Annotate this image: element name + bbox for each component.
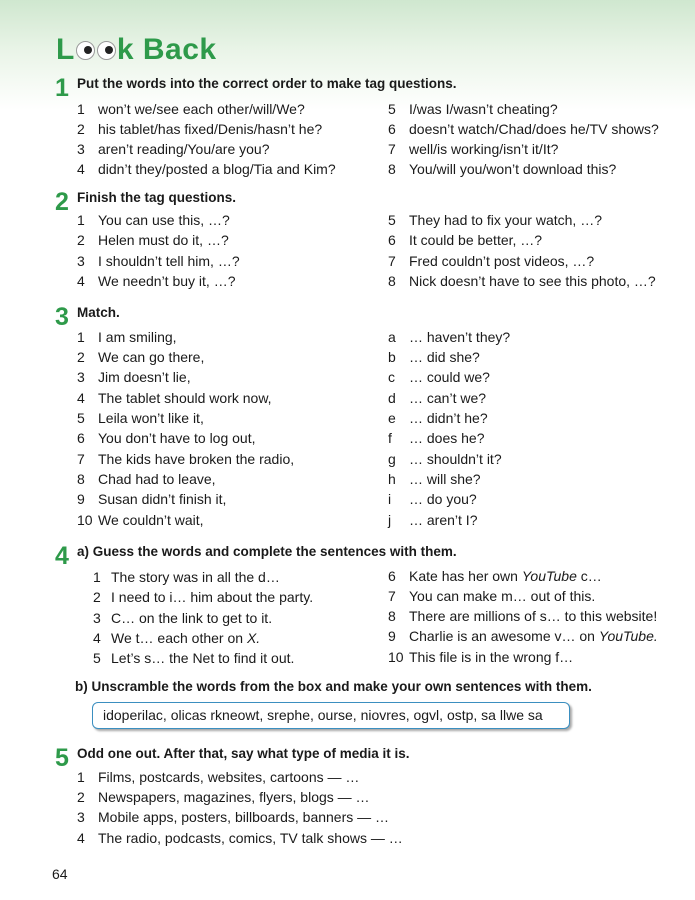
list-item: g … shouldn’t it?: [388, 451, 502, 467]
list-item: c … could we?: [388, 369, 490, 385]
title-part-2: k Back: [116, 33, 217, 66]
list-item: 3 C… on the link to get to it.: [93, 610, 273, 626]
list-item: 9 Susan didn’t finish it,: [77, 491, 227, 507]
list-item: 4 We t… each other on X.: [93, 630, 261, 646]
list-item: 2 I need to i… him about the party.: [93, 589, 314, 605]
exercise-5-number: 5: [55, 744, 69, 772]
list-item: 4 We needn’t buy it, …?: [77, 273, 236, 289]
list-item: j … aren’t I?: [388, 512, 478, 528]
page-number: 64: [52, 866, 68, 882]
list-item: 5 I/was I/wasn’t cheating?: [388, 101, 558, 117]
list-item: 5 They had to fix your watch, …?: [388, 212, 602, 228]
list-item: 1 Films, postcards, websites, cartoons — …: [77, 769, 360, 785]
list-item: h … will she?: [388, 471, 481, 487]
list-item: 2 We can go there,: [77, 349, 205, 365]
list-item: 10 This file is in the wrong f…: [388, 649, 574, 665]
list-item: 6 You don’t have to log out,: [77, 430, 256, 446]
exercise-2-number: 2: [55, 188, 69, 216]
list-item: 7 You can make m… out of this.: [388, 588, 596, 604]
exercise-2-instruction: Finish the tag questions.: [77, 190, 237, 205]
list-item: d … can’t we?: [388, 390, 487, 406]
list-item: 6 It could be better, …?: [388, 232, 543, 248]
list-item: 4 The tablet should work now,: [77, 390, 272, 406]
list-item: 3 I shouldn’t tell him, …?: [77, 253, 240, 269]
exercise-4a-instruction: a) Guess the words and complete the sentences with them.: [77, 544, 457, 559]
list-item: 2 his tablet/has fixed/Denis/hasn’t he?: [77, 121, 323, 137]
exercise-1-number: 1: [55, 74, 69, 102]
exercise-3-number: 3: [55, 303, 69, 331]
list-item: 7 Fred couldn’t post videos, …?: [388, 253, 595, 269]
page-title: [56, 30, 217, 70]
list-item: 5 Let’s s… the Net to find it out.: [93, 650, 295, 666]
list-item: 3 Jim doesn’t lie,: [77, 369, 191, 385]
list-item: 8 There are millions of s… to this website!: [388, 608, 658, 624]
list-item: 4 The radio, podcasts, comics, TV talk shows — …: [77, 830, 403, 846]
list-item: 10 We couldn’t wait,: [77, 512, 204, 528]
list-item: 3 Mobile apps, posters, billboards, banners — …: [77, 809, 390, 825]
list-item: e … didn’t he?: [388, 410, 488, 426]
exercise-4-number: 4: [55, 542, 69, 570]
exercise-4b-instruction: b) Unscramble the words from the box and make your own sentences with them.: [75, 679, 592, 694]
eye-right-icon: [97, 41, 116, 60]
list-item: 8 Chad had to leave,: [77, 471, 216, 487]
list-item: 7 The kids have broken the radio,: [77, 451, 295, 467]
list-item: 7 well/is working/isn’t it/It?: [388, 141, 559, 157]
exercise-3-instruction: Match.: [77, 305, 120, 320]
list-item: 8 Nick doesn’t have to see this photo, …?: [388, 273, 656, 289]
list-item: 2 Newspapers, magazines, flyers, blogs — …: [77, 789, 370, 805]
list-item: 1 won’t we/see each other/will/We?: [77, 101, 305, 117]
list-item: 6 doesn’t watch/Chad/does he/TV shows?: [388, 121, 659, 137]
word-box: idoperilac, olicas rkneowt, srephe, ourse, niovres, ogvl, ostp, sa llwe sa: [92, 702, 570, 729]
title-part-1: L: [56, 33, 75, 66]
exercise-1-instruction: Put the words into the correct order to make tag questions.: [77, 76, 457, 91]
exercise-5-instruction: Odd one out. After that, say what type of media it is.: [77, 746, 410, 761]
list-item: a … haven’t they?: [388, 329, 511, 345]
list-item: f … does he?: [388, 430, 485, 446]
list-item: 1 The story was in all the d…: [93, 569, 280, 585]
list-item: 4 didn’t they/posted a blog/Tia and Kim?: [77, 161, 336, 177]
list-item: 3 aren’t reading/You/are you?: [77, 141, 270, 157]
list-item: i … do you?: [388, 491, 477, 507]
list-item: 8 You/will you/won’t download this?: [388, 161, 617, 177]
list-item: 5 Leila won’t like it,: [77, 410, 204, 426]
list-item: 2 Helen must do it, …?: [77, 232, 229, 248]
eye-left-icon: [76, 41, 95, 60]
list-item: 9 Charlie is an awesome v… on YouTube.: [388, 628, 658, 644]
list-item: 6 Kate has her own YouTube c…: [388, 568, 602, 584]
list-item: 1 I am smiling,: [77, 329, 177, 345]
list-item: b … did she?: [388, 349, 480, 365]
list-item: 1 You can use this, …?: [77, 212, 230, 228]
